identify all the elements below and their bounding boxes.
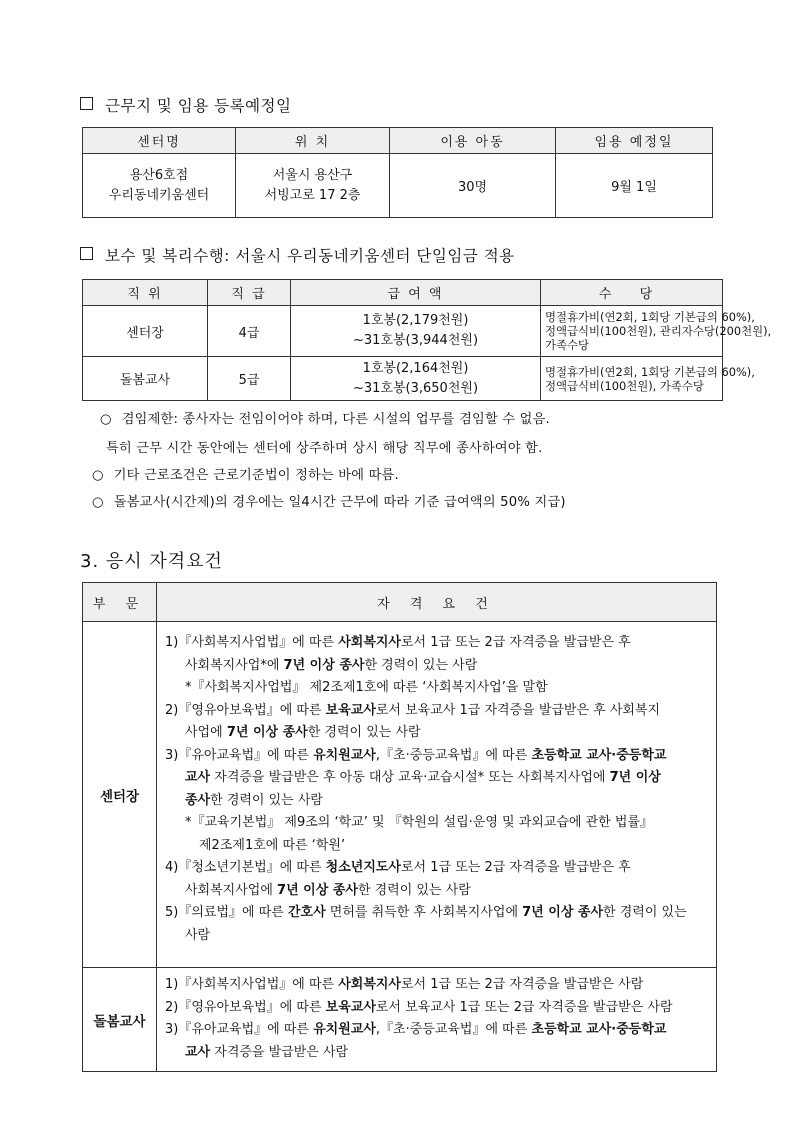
col-header-position: 직 위: [83, 280, 208, 306]
position-cell: 센터장: [83, 306, 208, 357]
checkbox-square-icon: [80, 247, 93, 260]
list-item: 5)『의료법』에 따른 간호사 면허를 취득한 후 사회복지사업에 7년 이상 종사한 경력이 있는: [165, 905, 687, 920]
qualification-table: [82, 582, 717, 1072]
col-header-requirements: 자 격 요 건: [157, 583, 717, 622]
workplace-table: [82, 127, 713, 218]
table-row: [83, 306, 723, 357]
list-item: 사람: [185, 927, 211, 943]
col-header-pay: 급 여 액: [291, 280, 541, 306]
list-item: 2)『영유아보육법』에 따른 보육교사로서 보육교사 1급 또는 2급 자격증을 발급받은 사람: [165, 999, 673, 1015]
grade-cell: 5급: [208, 357, 291, 401]
list-item: 3)『유아교육법』에 따른 유치원교사,『초·중등교육법』에 따른 초등학교 교사·중등학교: [165, 1022, 667, 1037]
position-cell: 돌봄교사: [83, 357, 208, 401]
center-name-cell: 용산6호점 우리동네키움센터: [83, 154, 236, 218]
pay-cell: 1호봉(2,164천원) ~31호봉(3,650천원): [291, 357, 541, 401]
pay-cell: 1호봉(2,179천원) ~31호봉(3,944천원): [291, 306, 541, 357]
circle-bullet-icon: ○: [100, 412, 112, 427]
section3-heading: 3. 응시 자격요건: [80, 551, 223, 572]
note-concurrent-detail: 특히 근무 시간 동안에는 센터에 상주하며 상시 해당 직무에 종사하여야 함.: [106, 441, 543, 456]
location-cell: 서울시 용산구 서빙고로 17 2층: [236, 154, 390, 218]
col-header-children: 이용 아동: [390, 128, 556, 154]
checkbox-square-icon: [80, 97, 93, 110]
col-header-division: 부 문: [83, 583, 157, 622]
section2-heading: 보수 및 복리수행: 서울시 우리동네키움센터 단일임금 적용: [80, 244, 515, 266]
teacher-label: 돌봄교사: [83, 968, 157, 1072]
list-item: 사회복지사업에 7년 이상 종사한 경력이 있는 사람: [185, 882, 471, 898]
col-header-date: 임용 예정일: [556, 128, 713, 154]
list-item: 교사 자격증을 발급받은 후 아동 대상 교육·교습시설* 또는 사회복지사업에 7년 이상: [185, 770, 661, 785]
list-item: *『사회복지사업법』 제2조제1호에 따른 ‘사회복지사업’을 말함: [185, 680, 548, 695]
list-item: 3)『유아교육법』에 따른 유치원교사,『초·중등교육법』에 따른 초등학교 교사·중등학교: [165, 747, 667, 763]
director-requirements: [157, 622, 717, 968]
list-item: 1)『사회복지사업법』에 따른 사회복지사로서 1급 또는 2급 자격증을 발급받은 사람: [165, 977, 644, 992]
note-labor-conditions: ○ 기타 근로조건은 근로기준법이 정하는 바에 따름.: [92, 468, 399, 483]
list-item: 사업에 7년 이상 종사한 경력이 있는 사람: [185, 725, 421, 740]
list-item: *『교육기본법』 제9조의 ‘학교’ 및 『학원의 설립·운영 및 과외교습에 관한 법률』: [185, 815, 653, 830]
circle-bullet-icon: ○: [92, 468, 104, 483]
list-item: 교사 자격증을 발급받은 사람: [185, 1044, 349, 1060]
col-header-allowance: 수 당: [541, 280, 723, 306]
date-cell: 9월 1일: [556, 154, 713, 218]
grade-cell: 4급: [208, 306, 291, 357]
note-concurrent: ○ 겸임제한: 종사자는 전임이어야 하며, 다른 시설의 업무를 겸임할 수 없음.: [100, 412, 550, 427]
list-item: 2)『영유아보육법』에 따른 보육교사로서 보육교사 1급 자격증을 발급받은 후 사회복지: [165, 702, 661, 718]
list-item: 1)『사회복지사업법』에 따른 사회복지사로서 1급 또는 2급 자격증을 발급받은 후: [165, 635, 631, 650]
teacher-requirements: [157, 968, 717, 1072]
list-item: 종사한 경력이 있는 사람: [185, 792, 323, 808]
list-item: 제2조제1호에 따른 ‘학원’: [199, 837, 346, 853]
list-item: 4)『청소년기본법』에 따른 청소년지도사로서 1급 또는 2급 자격증을 발급받은 후: [165, 860, 631, 875]
table-row: [83, 357, 723, 401]
col-header-grade: 직 급: [208, 280, 291, 306]
col-header-location: 위 치: [236, 128, 390, 154]
circle-bullet-icon: ○: [92, 495, 104, 510]
list-item: 사회복지사업*에 7년 이상 종사한 경력이 있는 사람: [185, 657, 478, 673]
director-label: 센터장: [83, 622, 157, 968]
children-cell: 30명: [390, 154, 556, 218]
salary-table: [82, 279, 772, 401]
note-part-time: ○ 돌봄교사(시간제)의 경우에는 일4시간 근무에 따라 기준 급여액의 50% 지급): [92, 495, 566, 510]
section1-heading: 근무지 및 임용 등록예정일: [80, 94, 292, 116]
col-header-center-name: 센터명: [83, 128, 236, 154]
allowance-cell: 명절휴가비(연2회, 1회당 기본급의 60%), 정액급식비(100천원), 관리자수당(200천원), 가족수당: [541, 306, 723, 357]
allowance-cell: 명절휴가비(연2회, 1회당 기본급의 60%), 정액급식비(100천원), 가족수당: [541, 357, 723, 401]
